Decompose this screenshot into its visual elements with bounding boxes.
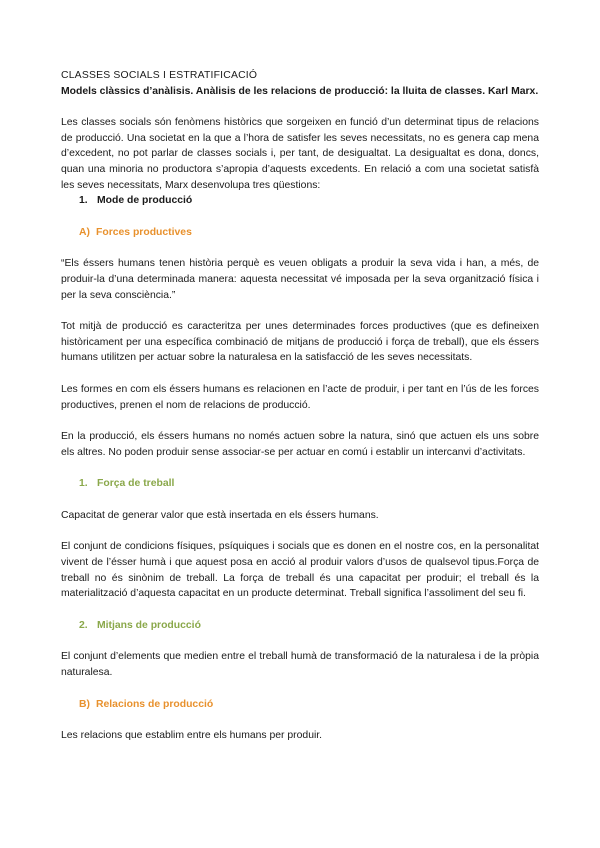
spacer xyxy=(61,602,539,618)
paragraph-relacions: Les relacions que establim entre els humans per produir. xyxy=(61,730,323,742)
document-title: CLASSES SOCIALS I ESTRATIFICACIÓ xyxy=(61,70,258,81)
paragraph-produccio: En la producció, els éssers humans no només actuen sobre la natura, sinó que actuen els uns sobre els altres. No poden produir sense associar-se per actuar en comú i establir un intercanvi d’activitats. xyxy=(61,431,539,458)
spacer xyxy=(61,240,539,256)
spacer xyxy=(61,303,539,319)
spacer xyxy=(61,413,539,429)
document-subtitle: Models clàssics d’anàlisis. Anàlisis de les relacions de producció: la lluita de classes. Karl Marx. xyxy=(61,85,539,97)
heading-letter: B) xyxy=(79,698,90,710)
spacer xyxy=(61,366,539,382)
heading-number: 2. xyxy=(79,619,88,631)
heading-forces-productives xyxy=(79,225,539,241)
heading-forca-treball xyxy=(79,476,539,492)
paragraph-capacitat: Capacitat de generar valor que està insertada en els éssers humans. xyxy=(61,509,379,521)
document-page xyxy=(61,68,539,744)
spacer xyxy=(61,712,539,728)
spacer xyxy=(61,633,539,649)
heading-label: Força de treball xyxy=(97,478,175,490)
marx-quote: “Els éssers humans tenen història perquè es veuen obligats a produir la seva vida i han, a més, de produir-la d’una determinada manera: aquesta necessitat vé imposada per la seva organització física i per la seva consciència.” xyxy=(61,258,539,301)
spacer xyxy=(61,492,539,508)
paragraph-formes: Les formes en com els éssers humans es relacionen en l’acte de produir, i per tant en l’ús de les forces productives, prenen el nom de relacions de producció. xyxy=(61,383,539,411)
spacer xyxy=(61,99,539,115)
heading-label: Mitjans de producció xyxy=(97,619,201,631)
spacer xyxy=(61,209,539,225)
heading-letter: A) xyxy=(79,226,90,238)
heading-number: 1. xyxy=(79,195,88,207)
heading-label: Mode de producció xyxy=(97,195,193,207)
spacer xyxy=(61,460,539,476)
heading-mode-produccio xyxy=(79,193,539,209)
heading-relacions-produccio xyxy=(79,697,539,713)
heading-label: Relacions de producció xyxy=(96,698,214,710)
heading-mitjans-produccio xyxy=(79,618,539,634)
spacer xyxy=(61,681,539,697)
heading-number: 1. xyxy=(79,478,88,490)
spacer xyxy=(61,523,539,539)
heading-label: Forces productives xyxy=(96,226,192,238)
paragraph-conjunt: El conjunt de condicions físiques, psíquiques i socials que es donen en el nostre cos, en la personalitat vivent de l’ésser humà i que aquest posa en acció al produir valors d’usos de qualsevol tipus.Força de treball no és sinònim de treball. La força de treball és una capacitat per produir; el treball és la materialització d’aquesta capacitat en un producte determinat. Treball significa l’assoliment del seu fi. xyxy=(61,541,539,600)
intro-paragraph: Les classes socials són fenòmens històrics que sorgeixen en funció d’un determinat tipus de relacions de producció. Una societat en la que a l’hora de satisfer les seves necessitats, no es genera cap mena d’excedent, no pot parlar de classes socials i, per tant, de desigualtat. La desigualtat es dona, doncs, quan una minoria no productora s’apropia d’aquests excedents. En relació a com una societat satisfà les seves necessitats, Marx desenvolupa tres qüestions: xyxy=(61,117,539,191)
paragraph-elements: El conjunt d’elements que medien entre el treball humà de transformació de la naturalesa i de la pròpia naturalesa. xyxy=(61,651,539,679)
paragraph-mitja: Tot mitjà de producció es caracteritza per unes determinades forces productives (que es defineixen històricament per una específica combinació de mitjans de producció i força de treball), que els éssers humans utilitzen per actuar sobre la naturalesa en la satisfacció de les seves necessitats. xyxy=(61,321,539,364)
